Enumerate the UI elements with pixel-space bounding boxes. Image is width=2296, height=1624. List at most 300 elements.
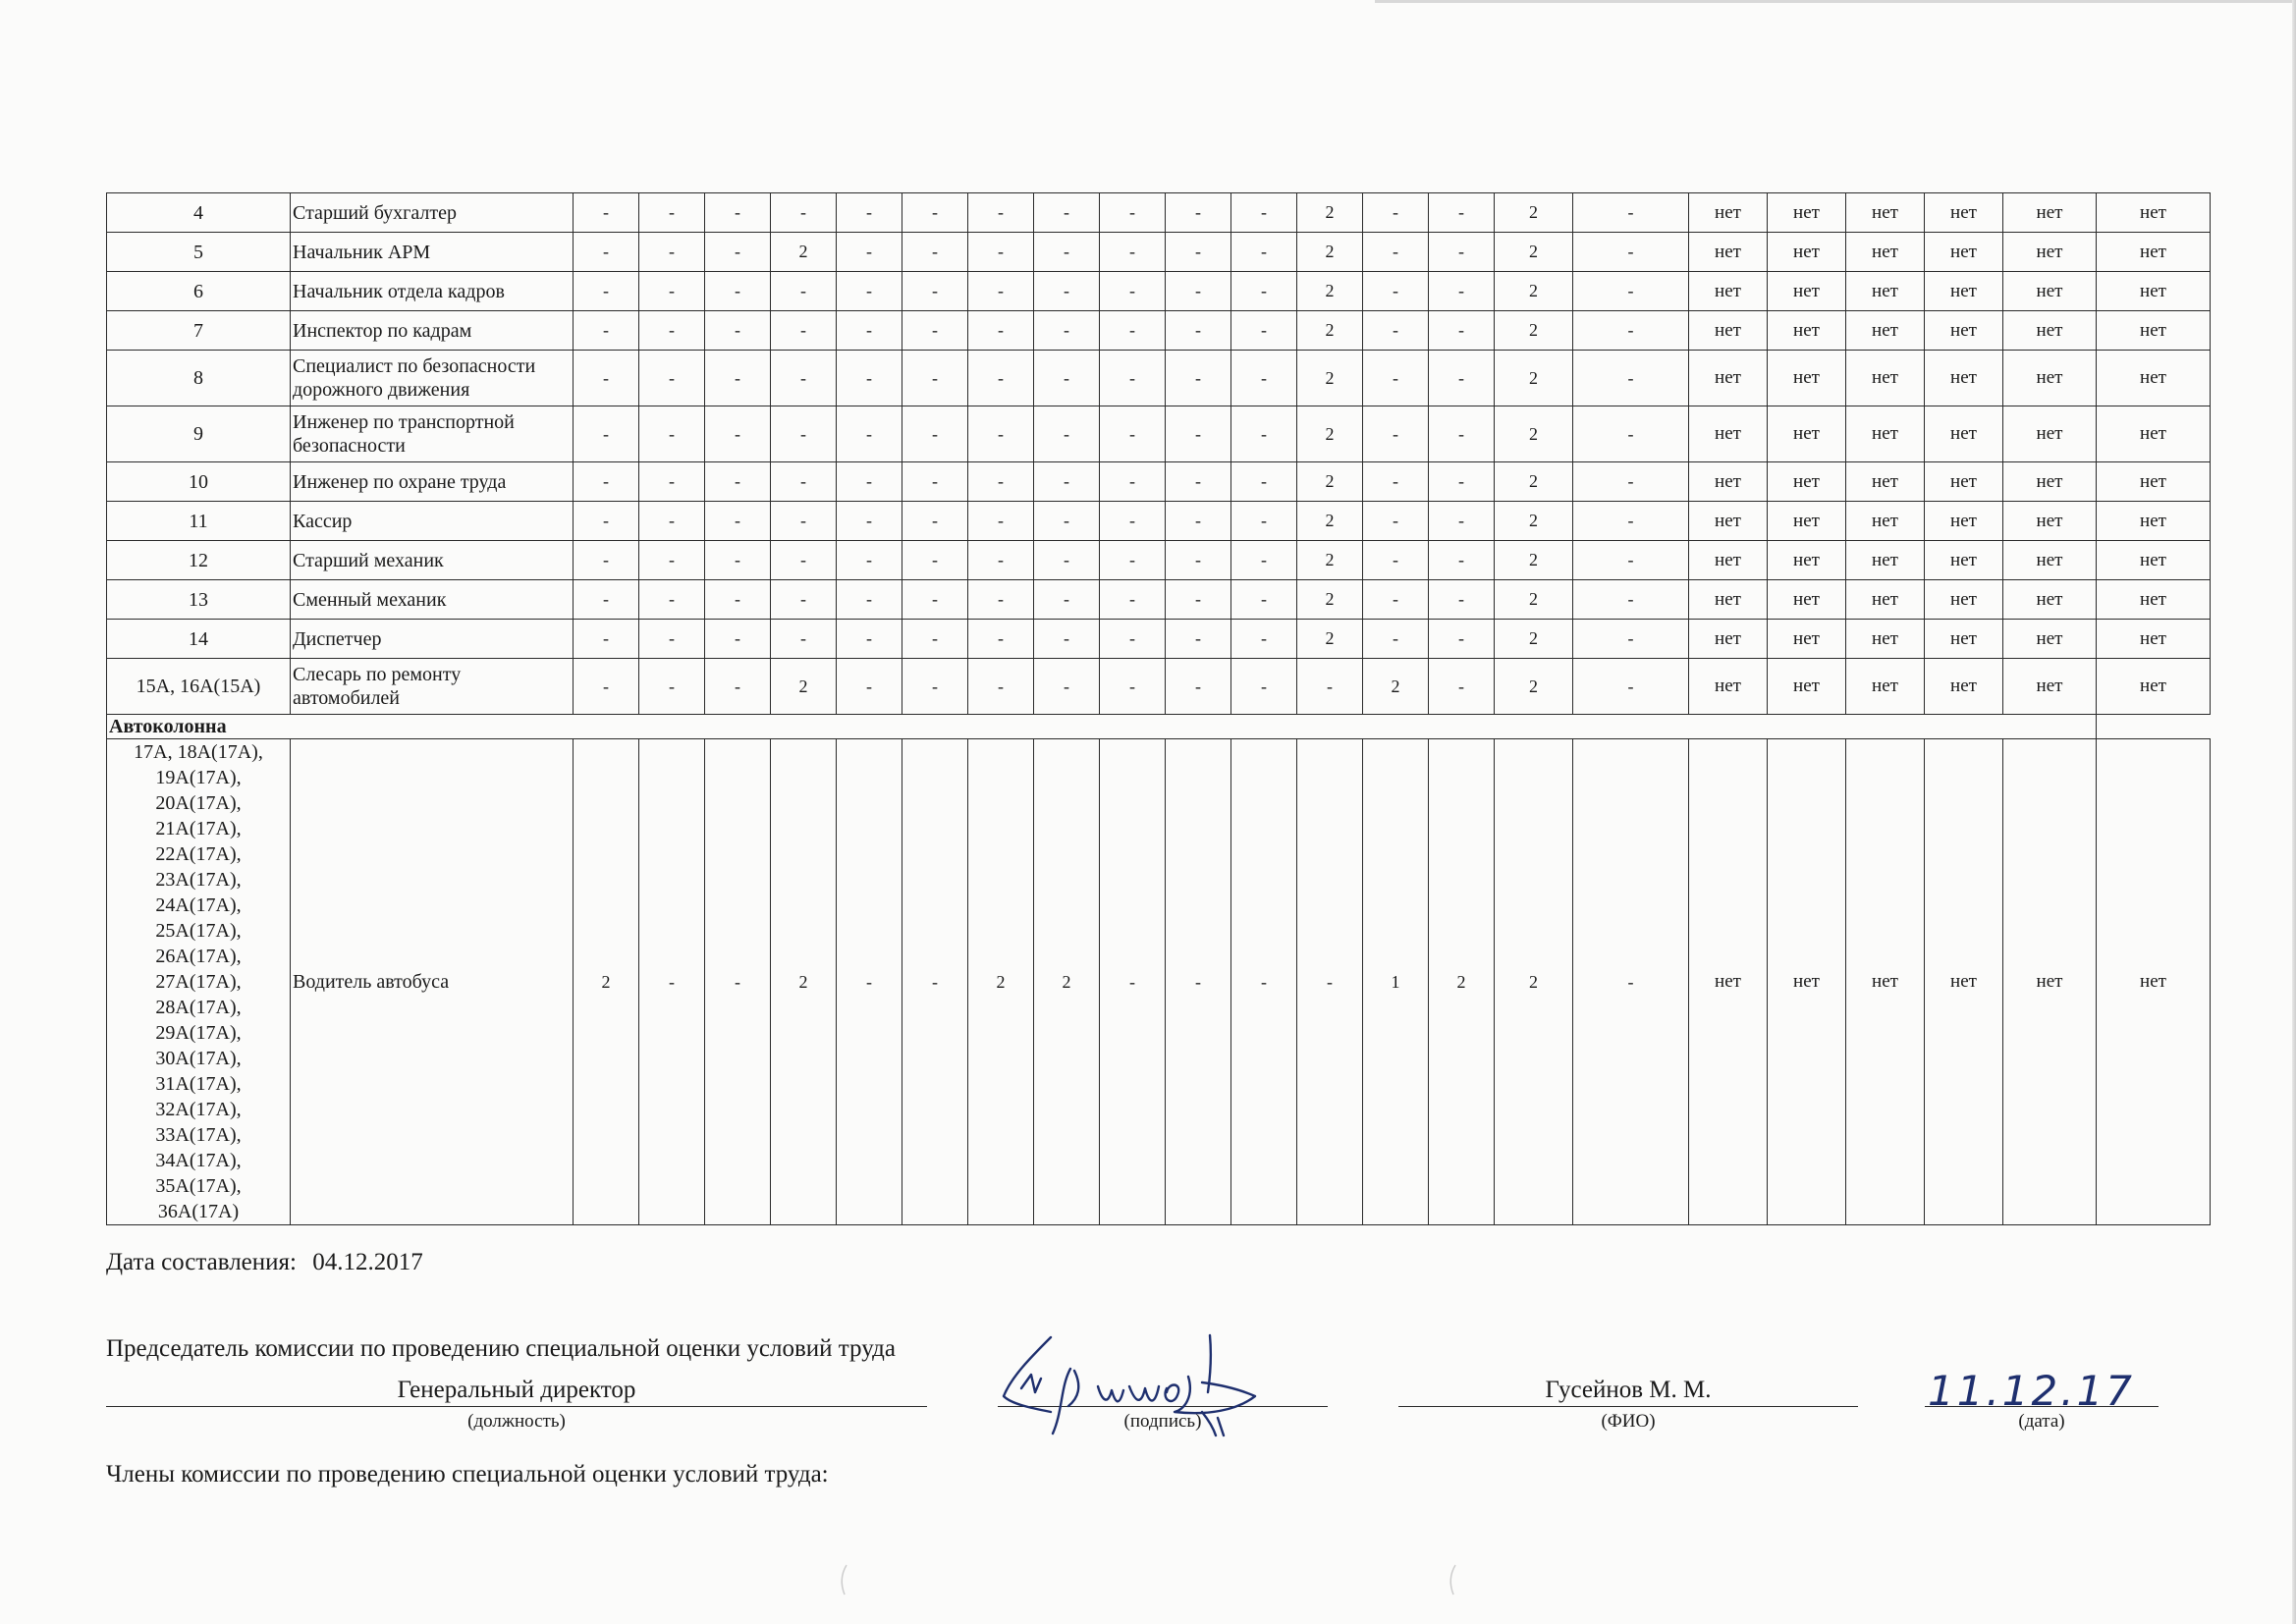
row-value-cell: - xyxy=(837,541,902,580)
row-value-cell: - xyxy=(1429,406,1495,462)
section-row xyxy=(107,715,2211,739)
row-value-cell: - xyxy=(1363,351,1429,406)
row-value-cell: нет xyxy=(1768,502,1846,541)
row-value-cell: нет xyxy=(1925,272,2003,311)
job-title-line: дорожного движения xyxy=(293,379,470,401)
row-value-cell: нет xyxy=(1846,351,1925,406)
compile-date xyxy=(106,1249,423,1276)
row-value-cell: нет xyxy=(2003,541,2097,580)
row-value-cell: нет xyxy=(1925,351,2003,406)
row-value-cell: нет xyxy=(2097,272,2211,311)
row-value-cell: - xyxy=(1363,580,1429,620)
row-code-line: 24А(17А), xyxy=(155,894,242,916)
compile-date-label: Дата составления: xyxy=(106,1249,297,1275)
row-value-cell: нет xyxy=(1925,620,2003,659)
row-value-cell: - xyxy=(837,406,902,462)
row-value-cell: - xyxy=(1100,406,1166,462)
row-value-cell: нет xyxy=(2003,739,2097,1225)
row-value-cell: - xyxy=(1166,462,1231,502)
row-value-cell: - xyxy=(837,580,902,620)
row-value-cell: - xyxy=(968,233,1034,272)
row-value-cell: - xyxy=(1363,620,1429,659)
row-value-cell: - xyxy=(1231,739,1297,1225)
row-value-cell: - xyxy=(574,351,639,406)
row-value-cell: - xyxy=(1363,272,1429,311)
row-code: 7 xyxy=(107,311,291,351)
scan-artifact-top xyxy=(1375,0,2296,3)
row-code: 5 xyxy=(107,233,291,272)
handwritten-signature xyxy=(992,1327,1316,1440)
row-value-cell: 2 xyxy=(1495,311,1573,351)
row-value-cell: - xyxy=(1100,541,1166,580)
row-code: 6 xyxy=(107,272,291,311)
row-code-line: 33А(17А), xyxy=(155,1124,242,1146)
signature-caption: (подпись) xyxy=(1123,1411,1202,1432)
row-value-cell: - xyxy=(1573,620,1689,659)
row-value-cell: - xyxy=(1429,541,1495,580)
row-value-cell: 2 xyxy=(1495,272,1573,311)
row-value-cell: 2 xyxy=(1495,462,1573,502)
row-value-cell: - xyxy=(1363,502,1429,541)
row-value-cell: - xyxy=(902,620,968,659)
row-value-cell: - xyxy=(705,462,771,502)
row-code-line: 32А(17А), xyxy=(155,1099,242,1120)
row-value-cell: - xyxy=(639,193,705,233)
row-code-line: 19А(17А), xyxy=(155,767,242,788)
row-value-cell: - xyxy=(639,580,705,620)
row-value-cell: - xyxy=(837,462,902,502)
row-value-cell: 2 xyxy=(1297,541,1363,580)
row-value-cell: - xyxy=(574,659,639,715)
row-code-line: 27А(17А), xyxy=(155,971,242,993)
row-value-cell: нет xyxy=(1689,659,1768,715)
table-row xyxy=(107,739,2211,1225)
row-value-cell: - xyxy=(902,311,968,351)
row-value-cell: нет xyxy=(2003,462,2097,502)
row-value-cell: нет xyxy=(2097,739,2211,1225)
row-value-cell: - xyxy=(837,311,902,351)
row-value-cell: - xyxy=(902,659,968,715)
row-value-cell: 2 xyxy=(1495,580,1573,620)
row-value-cell: - xyxy=(1166,311,1231,351)
row-code xyxy=(107,739,291,1225)
row-value-cell: 2 xyxy=(1495,502,1573,541)
table-row xyxy=(107,580,2211,620)
row-value-cell: 2 xyxy=(1297,502,1363,541)
row-value-cell: нет xyxy=(2097,233,2211,272)
row-value-cell: 2 xyxy=(1495,659,1573,715)
row-value-cell: - xyxy=(1100,351,1166,406)
row-value-cell: - xyxy=(1100,462,1166,502)
row-value-cell: - xyxy=(705,541,771,580)
row-value-cell: нет xyxy=(1689,462,1768,502)
row-job-title: Начальник АРМ xyxy=(291,233,574,272)
row-value-cell: - xyxy=(1034,462,1100,502)
row-value-cell: - xyxy=(1297,739,1363,1225)
table-row xyxy=(107,659,2211,715)
handwritten-date-text: 11.12.17 xyxy=(1928,1367,2136,1415)
row-value-cell: нет xyxy=(1689,406,1768,462)
row-value-cell: - xyxy=(574,272,639,311)
row-value-cell: нет xyxy=(1925,193,2003,233)
row-value-cell: нет xyxy=(1768,233,1846,272)
fio-field xyxy=(1398,1375,1858,1433)
position-value: Генеральный директор xyxy=(106,1375,927,1407)
row-value-cell: - xyxy=(1231,311,1297,351)
row-value-cell: нет xyxy=(2003,659,2097,715)
row-value-cell: нет xyxy=(1768,462,1846,502)
row-value-cell: нет xyxy=(1846,233,1925,272)
row-value-cell: нет xyxy=(1689,502,1768,541)
row-value-cell: 2 xyxy=(1495,193,1573,233)
job-title-line: Инженер по транспортной xyxy=(293,411,515,433)
row-value-cell: - xyxy=(574,311,639,351)
row-value-cell: нет xyxy=(2003,351,2097,406)
table-row xyxy=(107,502,2211,541)
scan-artifact-edge xyxy=(2292,0,2296,1624)
row-value-cell: 2 xyxy=(1495,233,1573,272)
row-value-cell: - xyxy=(1573,739,1689,1225)
table-row xyxy=(107,193,2211,233)
row-code-line: 35А(17А), xyxy=(155,1175,242,1197)
assessment-table xyxy=(106,192,2211,1225)
row-value-cell: нет xyxy=(1846,311,1925,351)
row-value-cell: - xyxy=(1363,462,1429,502)
row-value-cell: - xyxy=(1166,580,1231,620)
row-value-cell: нет xyxy=(1768,580,1846,620)
row-job-title: Старший бухгалтер xyxy=(291,193,574,233)
row-value-cell: - xyxy=(705,351,771,406)
job-title-line: Специалист по безопасности xyxy=(293,355,536,377)
row-value-cell: 2 xyxy=(1495,406,1573,462)
row-value-cell: - xyxy=(771,193,837,233)
row-value-cell: - xyxy=(1363,193,1429,233)
row-value-cell: 2 xyxy=(574,739,639,1225)
row-value-cell: нет xyxy=(2003,406,2097,462)
row-value-cell: - xyxy=(1231,462,1297,502)
row-value-cell: нет xyxy=(1689,580,1768,620)
row-value-cell: - xyxy=(1573,580,1689,620)
row-job-title: Инженер по охране труда xyxy=(291,462,574,502)
row-value-cell: 2 xyxy=(968,739,1034,1225)
row-value-cell: нет xyxy=(1689,620,1768,659)
row-value-cell: - xyxy=(837,620,902,659)
row-value-cell: - xyxy=(1573,233,1689,272)
row-value-cell: - xyxy=(1429,193,1495,233)
row-job-title: Диспетчер xyxy=(291,620,574,659)
row-value-cell: нет xyxy=(1768,351,1846,406)
row-value-cell: - xyxy=(705,272,771,311)
row-value-cell: нет xyxy=(1689,351,1768,406)
row-value-cell: нет xyxy=(1689,272,1768,311)
row-value-cell: нет xyxy=(1768,541,1846,580)
row-job-title: Инспектор по кадрам xyxy=(291,311,574,351)
row-value-cell: - xyxy=(1166,541,1231,580)
row-value-cell: - xyxy=(1231,541,1297,580)
row-job-title: Водитель автобуса xyxy=(291,739,574,1225)
row-value-cell: - xyxy=(639,502,705,541)
row-code-line: 22А(17А), xyxy=(155,843,242,865)
row-value-cell: - xyxy=(771,311,837,351)
row-value-cell: - xyxy=(1034,272,1100,311)
row-value-cell: нет xyxy=(2003,620,2097,659)
row-value-cell: - xyxy=(968,311,1034,351)
row-value-cell: нет xyxy=(1768,272,1846,311)
row-value-cell: - xyxy=(1573,502,1689,541)
row-value-cell: - xyxy=(1231,502,1297,541)
row-code: 12 xyxy=(107,541,291,580)
row-value-cell: - xyxy=(837,739,902,1225)
row-value-cell: - xyxy=(1166,233,1231,272)
row-value-cell: 2 xyxy=(771,233,837,272)
table-row xyxy=(107,541,2211,580)
row-value-cell: - xyxy=(1100,193,1166,233)
row-value-cell: - xyxy=(639,620,705,659)
row-value-cell: - xyxy=(1231,272,1297,311)
row-value-cell: нет xyxy=(1925,739,2003,1225)
handwritten-date xyxy=(1920,1360,2156,1419)
row-value-cell: - xyxy=(639,351,705,406)
row-value-cell: - xyxy=(771,620,837,659)
row-value-cell: нет xyxy=(2097,541,2211,580)
row-value-cell: - xyxy=(771,541,837,580)
row-value-cell: - xyxy=(1100,233,1166,272)
row-value-cell: 2 xyxy=(1297,233,1363,272)
fio-value: Гусейнов М. М. xyxy=(1398,1375,1858,1407)
row-job-title xyxy=(291,351,574,406)
date-caption: (дата) xyxy=(2018,1411,2065,1432)
row-value-cell: нет xyxy=(1846,406,1925,462)
job-title-line: Слесарь по ремонту xyxy=(293,664,462,685)
row-value-cell: - xyxy=(902,462,968,502)
row-value-cell: нет xyxy=(2097,620,2211,659)
row-value-cell: 2 xyxy=(1495,541,1573,580)
row-value-cell: нет xyxy=(1925,502,2003,541)
row-job-title xyxy=(291,406,574,462)
row-value-cell: нет xyxy=(1768,739,1846,1225)
row-value-cell: 2 xyxy=(1495,351,1573,406)
row-value-cell: - xyxy=(902,406,968,462)
row-value-cell: - xyxy=(1231,406,1297,462)
row-value-cell: - xyxy=(1166,659,1231,715)
row-code-line: 28А(17А), xyxy=(155,997,242,1018)
row-value-cell: нет xyxy=(1925,659,2003,715)
row-value-cell: - xyxy=(1034,659,1100,715)
row-value-cell: - xyxy=(1100,272,1166,311)
row-value-cell: 2 xyxy=(1297,311,1363,351)
row-value-cell: - xyxy=(1034,233,1100,272)
row-value-cell: - xyxy=(968,462,1034,502)
row-value-cell: - xyxy=(1363,406,1429,462)
row-value-cell: - xyxy=(639,272,705,311)
row-value-cell: нет xyxy=(2003,580,2097,620)
row-value-cell: - xyxy=(902,541,968,580)
section-title: Автоколонна xyxy=(107,715,2097,739)
row-value-cell: - xyxy=(705,406,771,462)
job-title-line: автомобилей xyxy=(293,687,401,709)
row-value-cell: - xyxy=(968,193,1034,233)
row-value-cell: - xyxy=(1034,351,1100,406)
row-value-cell: - xyxy=(1034,620,1100,659)
row-value-cell: - xyxy=(1100,659,1166,715)
row-value-cell: нет xyxy=(1689,233,1768,272)
row-value-cell: - xyxy=(771,406,837,462)
row-value-cell: 2 xyxy=(1297,351,1363,406)
row-value-cell: - xyxy=(639,541,705,580)
row-value-cell: - xyxy=(574,620,639,659)
position-caption: (должность) xyxy=(467,1411,566,1432)
row-value-cell: - xyxy=(1573,406,1689,462)
row-value-cell: - xyxy=(1297,659,1363,715)
row-value-cell: - xyxy=(705,739,771,1225)
row-value-cell: - xyxy=(968,502,1034,541)
row-value-cell: нет xyxy=(1768,659,1846,715)
row-value-cell: - xyxy=(1363,541,1429,580)
row-code: 15А, 16А(15А) xyxy=(107,659,291,715)
row-value-cell: - xyxy=(639,406,705,462)
row-value-cell: - xyxy=(1573,659,1689,715)
row-value-cell: нет xyxy=(1925,233,2003,272)
row-value-cell: - xyxy=(968,659,1034,715)
row-value-cell: - xyxy=(1100,580,1166,620)
row-value-cell: нет xyxy=(2097,462,2211,502)
commission-members-title: Члены комиссии по проведению специальной оценки условий труда: xyxy=(106,1461,829,1488)
row-value-cell: нет xyxy=(1925,580,2003,620)
row-value-cell: - xyxy=(1429,272,1495,311)
row-value-cell: - xyxy=(1100,620,1166,659)
row-value-cell: - xyxy=(574,502,639,541)
row-value-cell: - xyxy=(1429,620,1495,659)
row-value-cell: - xyxy=(705,580,771,620)
row-value-cell: - xyxy=(837,351,902,406)
row-job-title xyxy=(291,659,574,715)
row-value-cell: - xyxy=(1429,311,1495,351)
row-value-cell: 2 xyxy=(1297,620,1363,659)
row-value-cell: нет xyxy=(2003,233,2097,272)
job-title-line: безопасности xyxy=(293,435,406,457)
row-code-line: 21А(17А), xyxy=(155,818,242,839)
row-value-cell: - xyxy=(968,351,1034,406)
row-code: 10 xyxy=(107,462,291,502)
row-value-cell: 2 xyxy=(1297,272,1363,311)
row-value-cell: - xyxy=(902,351,968,406)
table-row xyxy=(107,406,2211,462)
row-value-cell: - xyxy=(1429,351,1495,406)
row-value-cell: нет xyxy=(1925,462,2003,502)
row-value-cell: нет xyxy=(1846,502,1925,541)
scan-mark xyxy=(1444,1561,1463,1600)
row-value-cell: - xyxy=(1166,272,1231,311)
row-value-cell: 2 xyxy=(1363,659,1429,715)
row-value-cell: - xyxy=(574,462,639,502)
row-value-cell: - xyxy=(1166,502,1231,541)
row-value-cell: - xyxy=(1573,462,1689,502)
row-value-cell: - xyxy=(771,272,837,311)
row-value-cell: нет xyxy=(2097,580,2211,620)
row-value-cell: - xyxy=(1429,462,1495,502)
row-value-cell: нет xyxy=(1768,620,1846,659)
row-value-cell: - xyxy=(1429,659,1495,715)
row-value-cell: 2 xyxy=(1495,739,1573,1225)
table-row xyxy=(107,620,2211,659)
row-value-cell: - xyxy=(837,659,902,715)
row-value-cell: - xyxy=(639,739,705,1225)
row-value-cell: - xyxy=(968,272,1034,311)
row-value-cell: - xyxy=(1573,193,1689,233)
row-code-line: 23А(17А), xyxy=(155,869,242,891)
row-code: 14 xyxy=(107,620,291,659)
row-value-cell: - xyxy=(1034,193,1100,233)
row-value-cell: - xyxy=(1231,351,1297,406)
row-value-cell: 1 xyxy=(1363,739,1429,1225)
row-value-cell: 2 xyxy=(1429,739,1495,1225)
row-job-title: Начальник отдела кадров xyxy=(291,272,574,311)
row-code: 8 xyxy=(107,351,291,406)
row-value-cell: - xyxy=(574,541,639,580)
table-row xyxy=(107,272,2211,311)
row-value-cell: - xyxy=(574,193,639,233)
row-value-cell: - xyxy=(902,193,968,233)
row-value-cell: нет xyxy=(2003,193,2097,233)
row-value-cell: - xyxy=(1034,580,1100,620)
row-value-cell: - xyxy=(574,580,639,620)
row-value-cell: нет xyxy=(1768,193,1846,233)
row-value-cell: - xyxy=(1166,739,1231,1225)
row-value-cell: нет xyxy=(2003,502,2097,541)
row-value-cell: - xyxy=(771,351,837,406)
row-value-cell: - xyxy=(1034,311,1100,351)
row-value-cell: - xyxy=(771,462,837,502)
row-value-cell: 2 xyxy=(1297,406,1363,462)
row-code-line: 26А(17А), xyxy=(155,946,242,967)
row-value-cell: - xyxy=(968,541,1034,580)
row-value-cell: - xyxy=(902,233,968,272)
row-value-cell: нет xyxy=(1846,193,1925,233)
row-code-line: 20А(17А), xyxy=(155,792,242,814)
row-value-cell: - xyxy=(1573,311,1689,351)
row-value-cell: - xyxy=(1166,406,1231,462)
row-value-cell: - xyxy=(1034,406,1100,462)
row-value-cell: 2 xyxy=(771,739,837,1225)
row-value-cell: - xyxy=(1100,502,1166,541)
row-code-line: 17А, 18А(17А), xyxy=(134,741,263,763)
row-value-cell: нет xyxy=(1925,406,2003,462)
row-value-cell: - xyxy=(1429,233,1495,272)
row-code: 9 xyxy=(107,406,291,462)
row-value-cell: - xyxy=(1100,739,1166,1225)
row-value-cell: нет xyxy=(1846,620,1925,659)
row-value-cell: - xyxy=(639,233,705,272)
row-value-cell: - xyxy=(837,502,902,541)
row-value-cell: - xyxy=(1166,620,1231,659)
row-value-cell: - xyxy=(1429,502,1495,541)
row-code-line: 29А(17А), xyxy=(155,1022,242,1044)
row-value-cell: нет xyxy=(1846,462,1925,502)
row-value-cell: - xyxy=(705,311,771,351)
row-value-cell: нет xyxy=(2003,272,2097,311)
row-value-cell: - xyxy=(639,311,705,351)
row-value-cell: нет xyxy=(1689,739,1768,1225)
row-code-line: 30А(17А), xyxy=(155,1048,242,1069)
row-value-cell: - xyxy=(771,502,837,541)
row-value-cell: - xyxy=(1363,233,1429,272)
row-value-cell: - xyxy=(639,659,705,715)
row-value-cell: - xyxy=(1573,351,1689,406)
row-value-cell: нет xyxy=(2097,502,2211,541)
row-value-cell: - xyxy=(639,462,705,502)
row-code-line: 34А(17А), xyxy=(155,1150,242,1171)
row-value-cell: нет xyxy=(1925,541,2003,580)
